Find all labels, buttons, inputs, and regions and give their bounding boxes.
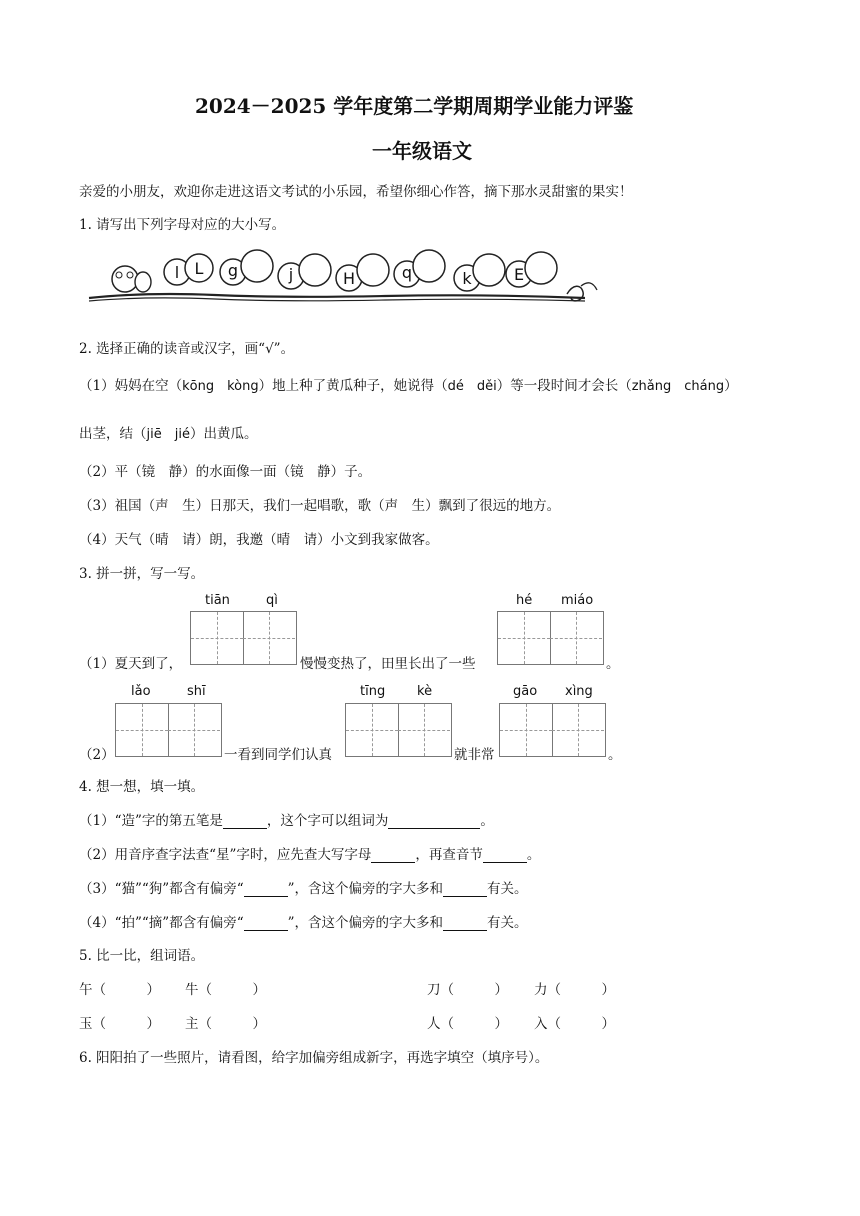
q1-letter: g	[227, 261, 239, 280]
exam-subtitle: 一年级语文	[372, 139, 472, 163]
q3-line1-end: 。	[606, 656, 620, 672]
pinyin-option[interactable]: zhǎng cháng	[631, 379, 725, 394]
q3-line2-b: 一看到同学们认真	[224, 747, 332, 763]
q3-prompt: 3. 拼一拼，写一写。	[79, 566, 205, 582]
fill-blank[interactable]	[483, 848, 527, 863]
q3-line1-b: 慢慢变热了，田里长出了一些	[300, 656, 476, 672]
pinyin-label: tiān	[205, 593, 230, 608]
q2-item1-line1: （1）妈妈在空（kōng kòng）地上种了黄瓜种子，她说得（dé děi）等一段时间才会长（zhǎng cháng）	[79, 378, 738, 394]
q1-letter: j	[288, 265, 294, 284]
q4-prompt: 4. 想一想，填一填。	[79, 779, 205, 795]
q5-prompt: 5. 比一比，组词语。	[79, 948, 205, 964]
writing-grid[interactable]	[115, 703, 222, 757]
pinyin-option[interactable]: jiē jié	[146, 427, 190, 442]
word-pair-cell[interactable]: 牛（ ）	[185, 982, 266, 998]
word-pair-cell[interactable]: 主（ ）	[185, 1016, 266, 1032]
q1-prompt: 1. 请写出下列字母对应的大小写。	[79, 217, 286, 233]
pinyin-label: xìng	[565, 684, 593, 699]
q3-line2-a: （2）	[79, 747, 115, 763]
q3-line2-end: 。	[608, 747, 622, 763]
writing-grid[interactable]	[497, 611, 604, 665]
pinyin-label: qì	[266, 593, 278, 608]
q1-letter: k	[462, 269, 472, 288]
q2-item2[interactable]: （2）平（镜 静）的水面像一面（镜 静）子。	[79, 464, 372, 480]
writing-grid[interactable]	[345, 703, 452, 757]
fill-blank[interactable]	[443, 882, 487, 897]
pinyin-label: kè	[417, 684, 433, 699]
pinyin-label: tīng	[360, 684, 386, 699]
pinyin-label: lǎo	[131, 684, 151, 699]
q1-letter: L	[194, 259, 204, 278]
q4-item4: （4）“拍”“摘”都含有偏旁“ ”，含这个偏旁的字大多和 有关。	[79, 915, 528, 931]
word-pair-cell[interactable]: 玉（ ）	[79, 1016, 160, 1032]
writing-grid[interactable]	[190, 611, 297, 665]
q3-line1-a: （1）夏天到了，	[79, 656, 183, 672]
pinyin-option[interactable]: kōng kòng	[182, 379, 259, 394]
exam-title: 2024－2025 学年度第二学期周期学业能力评鉴	[195, 94, 634, 118]
fill-blank[interactable]	[223, 814, 267, 829]
fill-blank[interactable]	[244, 882, 288, 897]
q2-item1-line2: 出茎，结（jiē jié）出黄瓜。	[79, 426, 258, 442]
writing-grid[interactable]	[499, 703, 606, 757]
fill-blank[interactable]	[443, 916, 487, 931]
word-pair-cell[interactable]: 午（ ）	[79, 982, 160, 998]
pinyin-label: shī	[187, 684, 206, 699]
fill-blank[interactable]	[388, 814, 480, 829]
q2-prompt: 2. 选择正确的读音或汉字，画“√”。	[79, 341, 295, 357]
word-pair-cell[interactable]: 入（ ）	[534, 1016, 615, 1032]
q6-prompt: 6. 阳阳拍了一些照片，请看图，给字加偏旁组成新字，再选字填空（填序号）。	[79, 1050, 549, 1066]
q4-item3: （3）“猫”“狗”都含有偏旁“ ”，含这个偏旁的字大多和 有关。	[79, 881, 528, 897]
fill-blank[interactable]	[244, 916, 288, 931]
q1-letter: q	[401, 263, 413, 282]
q3-line2-c: 就非常	[454, 747, 495, 763]
word-pair-cell[interactable]: 刀（ ）	[427, 982, 508, 998]
letters-branch-illustration	[85, 246, 605, 310]
intro-text: 亲爱的小朋友，欢迎你走进这语文考试的小乐园，希望你细心作答，摘下那水灵甜蜜的果实！	[79, 184, 633, 200]
pinyin-label: gāo	[513, 684, 538, 699]
q2-item4[interactable]: （4）天气（晴 请）朗，我邀（晴 请）小文到我家做客。	[79, 532, 439, 548]
q1-letter: H	[342, 269, 356, 288]
pinyin-option[interactable]: dé děi	[447, 379, 497, 394]
pinyin-label: miáo	[561, 593, 594, 608]
pinyin-label: hé	[516, 593, 533, 608]
fill-blank[interactable]	[371, 848, 415, 863]
word-pair-cell[interactable]: 力（ ）	[534, 982, 615, 998]
q1-letter: l	[174, 263, 180, 282]
q4-item1: （1）“造”字的第五笔是 ，这个字可以组词为 。	[79, 813, 494, 829]
word-pair-cell[interactable]: 人（ ）	[427, 1016, 508, 1032]
q2-item3[interactable]: （3）祖国（声 生）日那天，我们一起唱歌，歌（声 生）飘到了很远的地方。	[79, 498, 561, 514]
q1-letter: E	[513, 265, 525, 284]
q4-item2: （2）用音序查字法查“星”字时，应先查大写字母 ，再查音节 。	[79, 847, 541, 863]
